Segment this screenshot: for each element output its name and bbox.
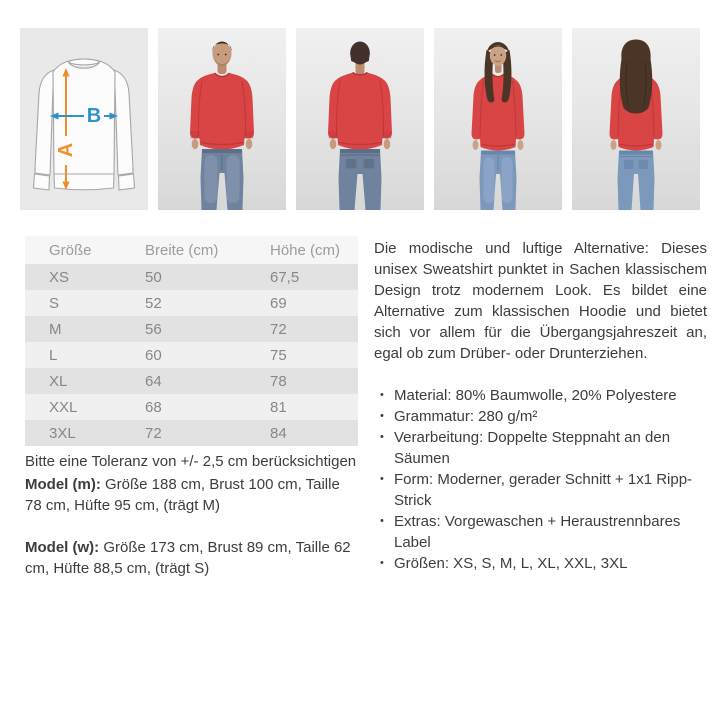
woman-back-illustration [572, 28, 700, 210]
man-front-illustration [158, 28, 286, 210]
tolerance-note: Bitte eine Toleranz von +/- 2,5 cm berücksichtigen [25, 453, 357, 470]
woman-front-illustration [434, 28, 562, 210]
header-hoehe: Höhe (cm) [269, 236, 358, 264]
size-table-header-row [25, 236, 358, 264]
size-cell: L [49, 346, 58, 364]
width-cell: 68 [145, 398, 162, 416]
width-cell: 56 [145, 320, 162, 338]
sweatshirt [190, 73, 254, 150]
measure-label-b: B [86, 105, 102, 127]
height-cell: 84 [270, 424, 287, 442]
size-diagram-thumbnail[interactable] [20, 28, 148, 210]
model-w-label: Model (w): [25, 539, 100, 556]
feature-item-extras: • Extras: Vorgewaschen + Heraustrennbares Label [380, 511, 707, 553]
table-row-xl [25, 368, 358, 394]
width-cell: 60 [145, 346, 162, 364]
header-breite: Breite (cm) [144, 236, 269, 264]
width-cell: 50 [145, 268, 162, 286]
feature-item-groessen: • Größen: XS, S, M, L, XL, XXL, 3XL [380, 553, 707, 574]
description-column [374, 238, 707, 574]
size-cell: S [49, 294, 60, 312]
table-row-xxl [25, 394, 358, 420]
model-head [350, 42, 370, 75]
width-cell: 72 [145, 424, 162, 442]
header-groesse: Größe [25, 236, 144, 264]
height-cell: 67,5 [270, 268, 300, 286]
jeans [480, 151, 517, 211]
height-cell: 75 [270, 346, 287, 364]
size-cell: XL [49, 372, 68, 390]
model-hair [620, 40, 652, 114]
feature-item-form: • Form: Moderner, gerader Schnitt + 1x1 Ripp-Strick [380, 469, 707, 511]
model-m-note [25, 474, 358, 516]
table-row-l [25, 342, 358, 368]
size-cell: M [49, 320, 62, 338]
feature-list [374, 385, 707, 574]
sweatshirt [328, 73, 392, 150]
model-head [213, 42, 232, 75]
product-description: Die modische und luftige Alternative: Dieses unisex Sweatshirt punktet in Sachen klassischem Design trotz modernem Look. Es bildet eine Alternative zum klassischen Hoodie und bietet sich vor allem für die Übergangsjahreszeit an, egal ob zum Drüber- oder Drunterziehen. [374, 240, 707, 362]
feature-item-grammatur: • Grammatur: 280 g/m² [380, 406, 707, 427]
size-info-column [25, 236, 358, 600]
height-cell: 81 [270, 398, 287, 416]
table-row-s [25, 290, 358, 316]
model-head [490, 45, 506, 66]
product-photo-man-front[interactable] [158, 28, 286, 210]
sweatshirt-outline [34, 59, 135, 190]
product-gallery [20, 28, 700, 210]
product-photo-woman-back[interactable] [572, 28, 700, 210]
sweatshirt [472, 74, 525, 151]
size-cell: 3XL [49, 424, 76, 442]
table-row-xs [25, 264, 358, 290]
model-w-text: Größe 173 cm, Brust 89 cm, Taille 62 cm, Hüfte 88,5 cm, (trägt S) [25, 539, 351, 577]
size-cell: XXL [49, 398, 78, 416]
model-w-note [25, 537, 358, 579]
man-back-illustration [296, 28, 424, 210]
table-row-3xl [25, 420, 358, 446]
size-cell: XS [49, 268, 70, 286]
table-row-m [25, 316, 358, 342]
height-cell: 72 [270, 320, 287, 338]
size-table [25, 236, 358, 446]
jeans [201, 149, 244, 210]
jeans [339, 149, 382, 210]
model-m-label: Model (m): [25, 476, 101, 493]
size-diagram [20, 28, 148, 210]
feature-item-verarbeitung: • Verarbeitung: Doppelte Steppnaht an den Säumen [380, 427, 707, 469]
width-cell: 52 [145, 294, 162, 312]
height-cell: 78 [270, 372, 287, 390]
product-photo-woman-front[interactable] [434, 28, 562, 210]
height-cell: 69 [270, 294, 287, 312]
measure-label-a: A [55, 142, 77, 158]
jeans [618, 151, 655, 211]
width-cell: 64 [145, 372, 162, 390]
model-m-text: Größe 188 cm, Brust 100 cm, Taille 78 cm, Hüfte 95 cm, (trägt M) [25, 476, 340, 514]
product-photo-man-back[interactable] [296, 28, 424, 210]
feature-item-material: • Material: 80% Baumwolle, 20% Polyestere [380, 385, 707, 406]
